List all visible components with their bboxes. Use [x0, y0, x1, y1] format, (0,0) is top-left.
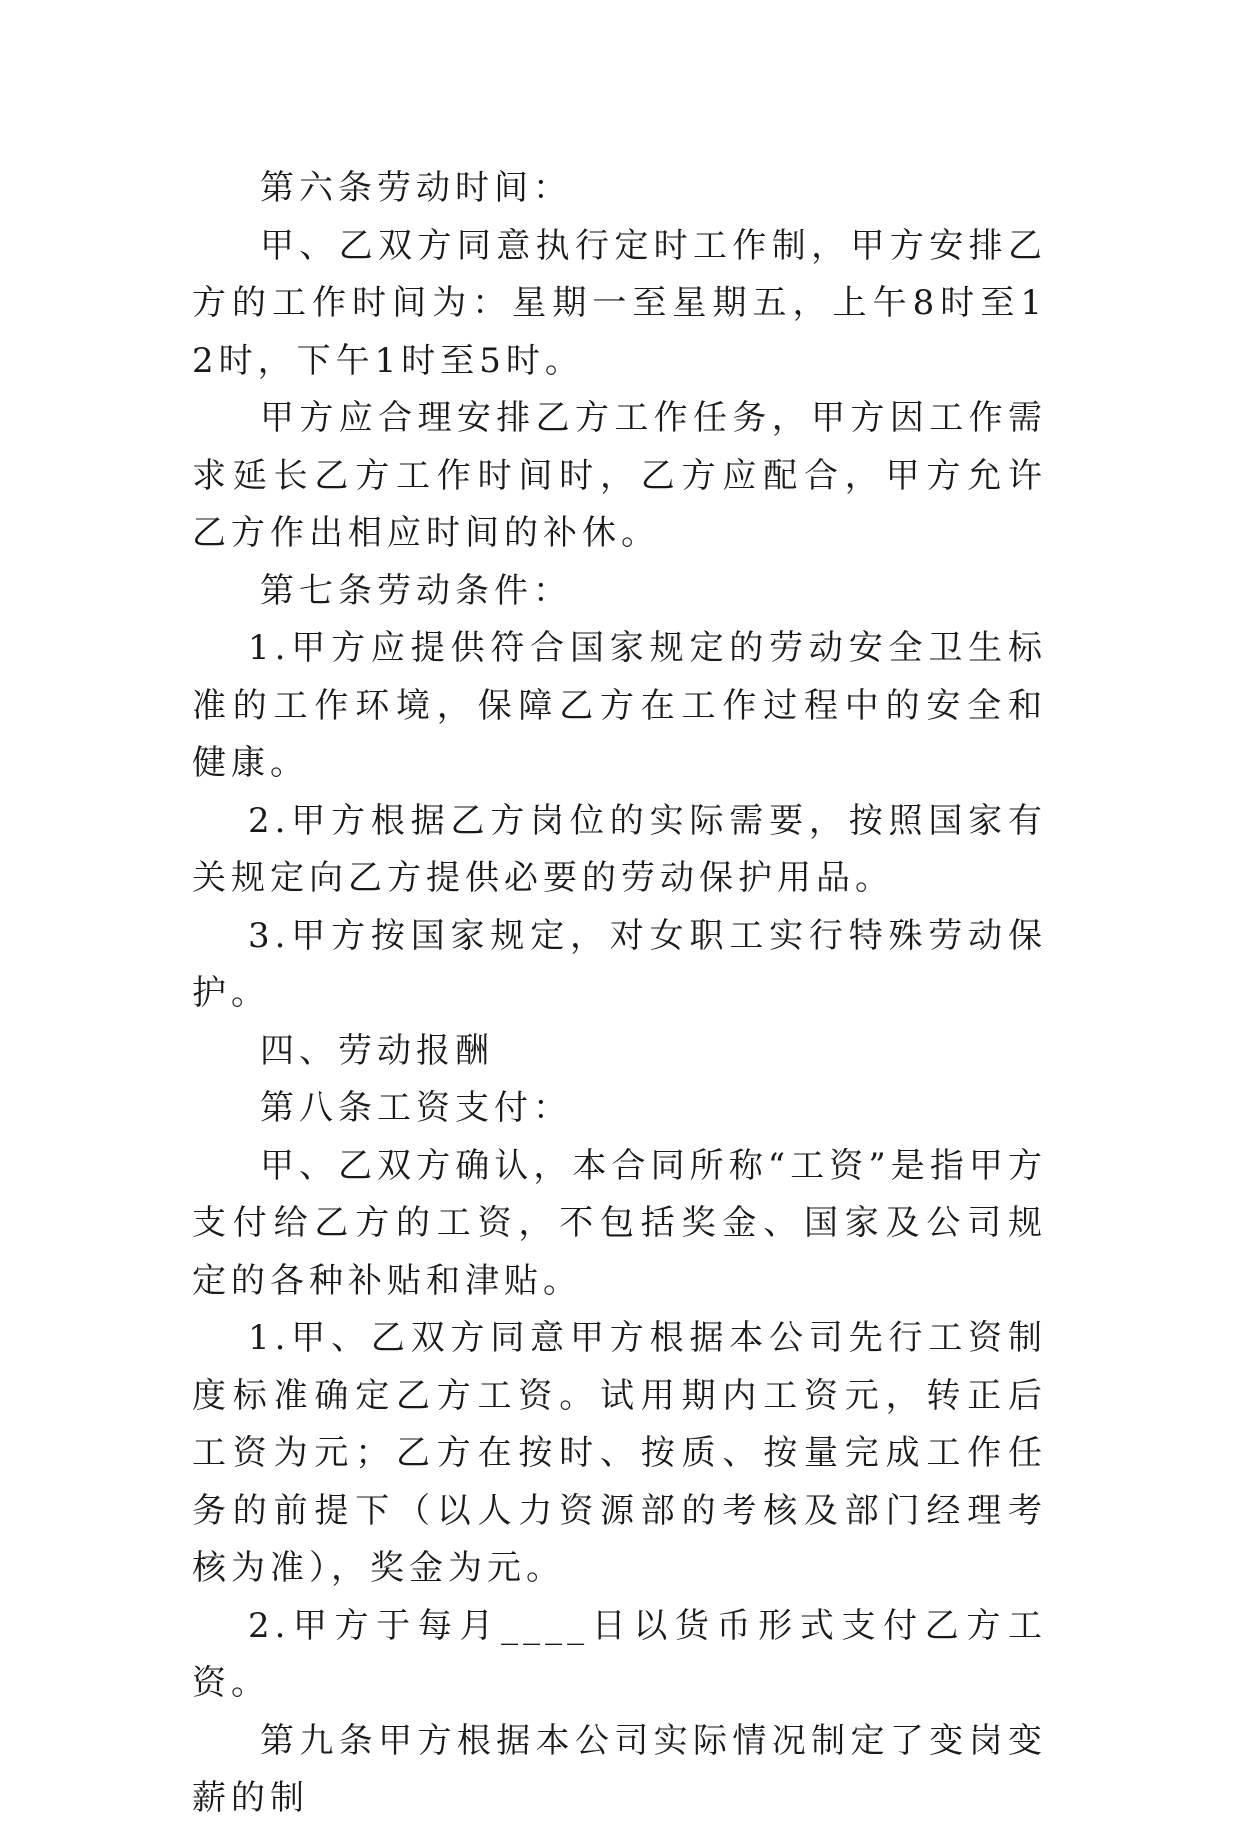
- article-8-item-2: 2.甲方于每月____日以货币形式支付乙方工资。: [192, 1605, 1047, 1703]
- article-9-partial: 第九条甲方根据本公司实际情况制定了变岗变薪的制: [192, 1720, 1047, 1818]
- article-8-item-1: 1.甲、乙双方同意甲方根据本公司先行工资制度标准确定乙方工资。试用期内工资元，转正后工资为元；乙方在按时、按质、按量完成工作任务的前提下（以人力资源部的考核及部门经理考核为准），奖金为元。: [192, 1318, 1047, 1588]
- article-6-heading: 第六条劳动时间：: [260, 168, 572, 208]
- document-body: [192, 160, 1047, 1828]
- article-7-item-2: 2.甲方根据乙方岗位的实际需要，按照国家有关规定向乙方提供必要的劳动保护用品。: [192, 800, 1047, 898]
- article-7-item-3: 3.甲方按国家规定，对女职工实行特殊劳动保护。: [192, 915, 1047, 1013]
- article-7-heading: 第七条劳动条件：: [260, 570, 572, 611]
- section-4-heading: 四、劳动报酬: [260, 1030, 494, 1071]
- article-6-overtime: 甲方应合理安排乙方工作任务，甲方因工作需求延长乙方工作时间时，乙方应配合，甲方允许乙方作出相应时间的补休。: [192, 398, 1047, 553]
- article-8-heading: 第八条工资支付：: [260, 1088, 572, 1128]
- article-7-item-1: 1.甲方应提供符合国家规定的劳动安全卫生标准的工作环境，保障乙方在工作过程中的安全和健康。: [192, 628, 1047, 783]
- article-8-wage-definition: 甲、乙双方确认，本合同所称“工资”是指甲方支付给乙方的工资，不包括奖金、国家及公司规定的各种补贴和津贴。: [192, 1145, 1047, 1301]
- article-6-working-hours: 甲、乙双方同意执行定时工作制，甲方安排乙方的工作时间为：星期一至星期五，上午8时至12时，下午1时至5时。: [192, 225, 1047, 381]
